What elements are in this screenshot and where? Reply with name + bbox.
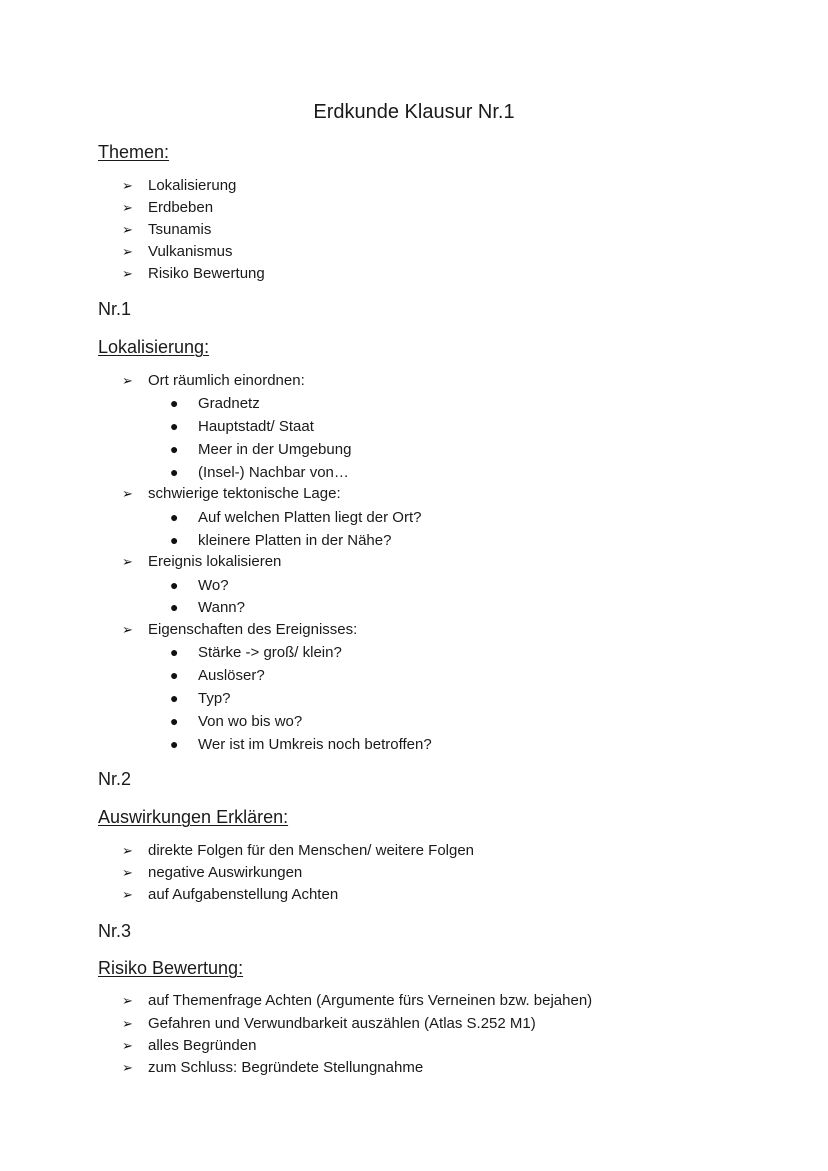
arrow-bullet-icon: ➢ [122,178,133,193]
risiko-heading: Risiko Bewertung: [98,958,244,978]
list-item: ➢ Erdbeben [122,197,213,219]
arrow-bullet-icon: ➢ [122,843,133,858]
arrow-bullet-icon: ➢ [122,1016,133,1031]
list-item: ➢ Risiko Bewertung [122,263,265,285]
list-item: ➢ Gefahren und Verwundbarkeit auszählen (Atlas S.252 M1) [122,1013,536,1035]
dot-bullet-icon: ● [170,532,179,548]
sub-list-item: ● Wer ist im Umkreis noch betroffen? [170,733,432,756]
sub-list-item: ● Stärke -> groß/ klein? [170,641,342,664]
list-item: ➢ auf Themenfrage Achten (Argumente fürs Verneinen bzw. bejahen) [122,990,592,1012]
arrow-bullet-icon: ➢ [122,993,133,1008]
arrow-bullet-icon: ➢ [122,554,133,569]
dot-bullet-icon: ● [170,395,179,411]
arrow-bullet-icon: ➢ [122,1060,133,1075]
document-title: Erdkunde Klausur Nr.1 [313,101,515,123]
arrow-bullet-icon: ➢ [122,486,133,501]
sub-list-item: ● Hauptstadt/ Staat [170,415,314,438]
arrow-bullet-icon: ➢ [122,622,133,637]
list-item: ➢ alles Begründen [122,1035,256,1057]
dot-bullet-icon: ● [170,713,179,729]
section-number: Nr.2 [98,769,132,789]
auswirkungen-heading: Auswirkungen Erklären: [98,807,289,827]
dot-bullet-icon: ● [170,441,179,457]
dot-bullet-icon: ● [170,644,179,660]
arrow-bullet-icon: ➢ [122,1038,133,1053]
dot-bullet-icon: ● [170,667,179,683]
arrow-bullet-icon: ➢ [122,266,133,281]
themen-heading: Themen: [98,142,170,162]
list-item: ➢ negative Auswirkungen [122,862,302,884]
dot-bullet-icon: ● [170,736,179,752]
dot-bullet-icon: ● [170,599,179,615]
list-item: ➢ direkte Folgen für den Menschen/ weitere Folgen [122,840,474,862]
sub-list-item: ● Auslöser? [170,664,265,687]
arrow-bullet-icon: ➢ [122,200,133,215]
arrow-bullet-icon: ➢ [122,887,133,902]
sub-list-item: ● Wo? [170,574,229,597]
dot-bullet-icon: ● [170,418,179,434]
list-item: ➢ Tsunamis [122,219,211,241]
arrow-bullet-icon: ➢ [122,865,133,880]
section-number: Nr.1 [98,299,132,319]
sub-list-item: ● Typ? [170,687,231,710]
sub-list-item: ● kleinere Platten in der Nähe? [170,529,391,552]
section-number: Nr.3 [98,921,132,941]
sub-list-item: ● Auf welchen Platten liegt der Ort? [170,506,421,529]
dot-bullet-icon: ● [170,509,179,525]
list-item: ➢ Eigenschaften des Ereignisses: [122,619,357,641]
list-item: ➢ Vulkanismus [122,241,232,263]
arrow-bullet-icon: ➢ [122,244,133,259]
list-item: ➢ auf Aufgabenstellung Achten [122,884,338,906]
dot-bullet-icon: ● [170,690,179,706]
arrow-bullet-icon: ➢ [122,373,133,388]
dot-bullet-icon: ● [170,577,179,593]
sub-list-item: ● Wann? [170,596,245,619]
sub-list-item: ● Gradnetz [170,392,260,415]
dot-bullet-icon: ● [170,464,179,480]
sub-list-item: ● Meer in der Umgebung [170,438,351,461]
list-item: ➢ Ort räumlich einordnen: [122,370,305,392]
sub-list-item: ● (Insel-) Nachbar von… [170,461,349,484]
list-item: ➢ schwierige tektonische Lage: [122,483,341,505]
sub-list-item: ● Von wo bis wo? [170,710,302,733]
list-item: ➢ zum Schluss: Begründete Stellungnahme [122,1057,423,1079]
lokalisierung-heading: Lokalisierung: [98,337,210,357]
arrow-bullet-icon: ➢ [122,222,133,237]
list-item: ➢ Lokalisierung [122,175,236,197]
list-item: ➢ Ereignis lokalisieren [122,551,281,573]
